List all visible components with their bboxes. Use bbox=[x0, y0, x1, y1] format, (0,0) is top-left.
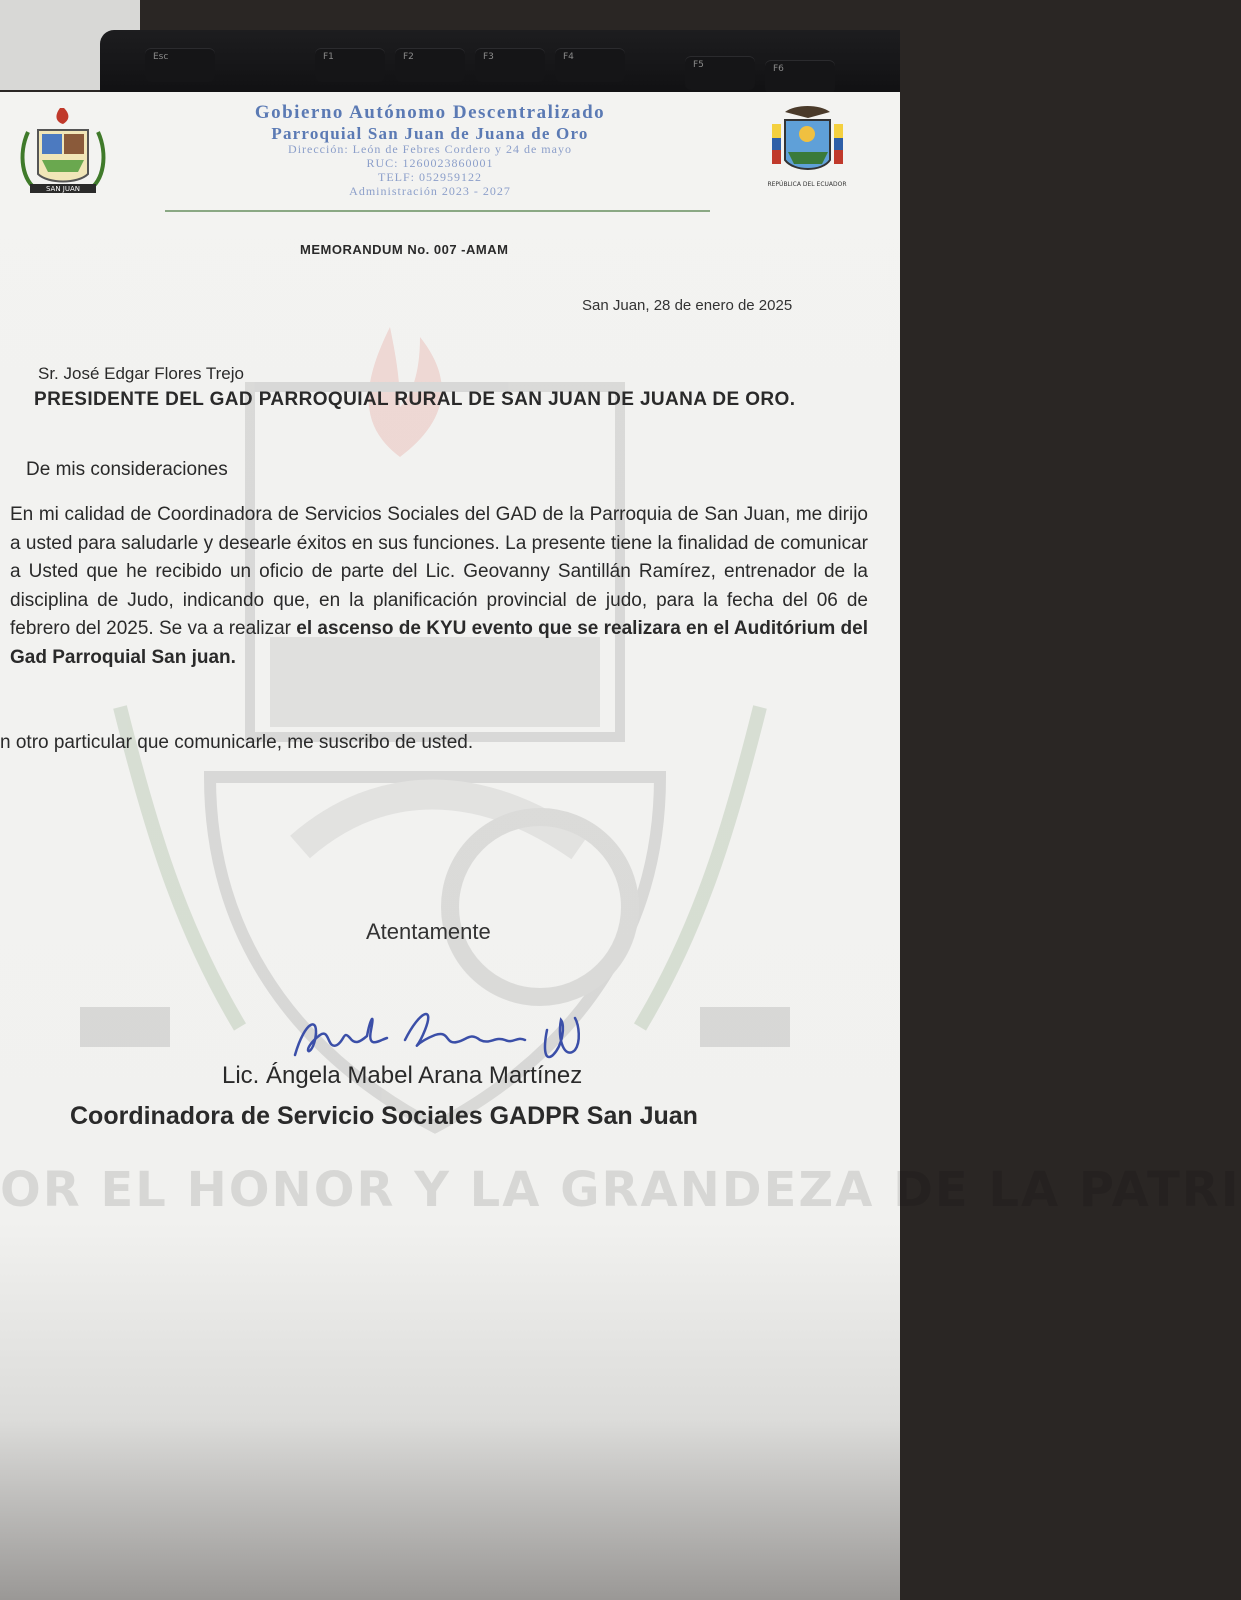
closing-line: n otro particular que comunicarle, me suscribo de usted. bbox=[0, 732, 474, 753]
memo-body-regular: En mi calidad de Coordinadora de Servicios Sociales del GAD de la Parroquia de San Juan, me dirijo a usted para saludarle y desearle éxitos en sus funciones. La presente tiene la finalidad de comunicar a Usted que he recibido un oficio de parte del Lic. Geovanny Santillán Ramírez, entrenador de la disciplina de Judo, indicando que, en la planificación provincial de judo, para la fecha del 06 de febrero del 2025. Se va a realizar bbox=[10, 504, 868, 639]
watermark-motto: OR EL HONOR Y LA GRANDEZA DE LA PATRI bbox=[0, 1162, 1241, 1218]
right-logo-text: REPÚBLICA DEL ECUADOR bbox=[767, 181, 847, 188]
letterhead-line2: Parroquial San Juan de Juana de Oro bbox=[271, 123, 589, 143]
key-f3: F3 bbox=[475, 48, 545, 82]
memo-body-bold: el ascenso de KYU evento que se realizara en el Auditórium del Gad Parroquial San juan. bbox=[10, 618, 868, 668]
parish-logo-icon bbox=[8, 104, 118, 204]
key-f4: F4 bbox=[555, 48, 625, 82]
recipient-block bbox=[34, 364, 864, 416]
ecuador-coat-of-arms-icon bbox=[750, 98, 865, 198]
key-f5: F5 bbox=[685, 56, 755, 90]
recipient-name: Sr. José Edgar Flores Trejo bbox=[38, 364, 244, 383]
recipient-title: PRESIDENTE DEL GAD PARROQUIAL RURAL DE SAN JUAN DE JUANA DE ORO. bbox=[34, 389, 796, 410]
key-f1: F1 bbox=[315, 48, 385, 82]
signer-role: Coordinadora de Servicio Sociales GADPR San Juan bbox=[70, 1102, 698, 1130]
memo-date: San Juan, 28 de enero de 2025 bbox=[582, 297, 793, 314]
key-esc: Esc bbox=[145, 48, 215, 82]
key-f2: F2 bbox=[395, 48, 465, 82]
letterhead bbox=[160, 102, 700, 199]
letterhead-phone: TELF: 052959122 bbox=[378, 169, 482, 184]
regards: Atentamente bbox=[366, 919, 491, 944]
memo-body bbox=[10, 501, 868, 672]
letterhead-address: Dirección: León de Febres Cordero y 24 de mayo bbox=[288, 142, 572, 157]
left-logo-text: SAN JUAN bbox=[45, 185, 81, 193]
greeting: De mis consideraciones bbox=[26, 459, 228, 480]
letterhead-line1: Gobierno Autónomo Descentralizado bbox=[254, 102, 606, 123]
letterhead-ruc: RUC: 1260023860001 bbox=[366, 156, 494, 171]
memo-document bbox=[0, 92, 1241, 1600]
letterhead-administration: Administración 2023 - 2027 bbox=[349, 183, 511, 198]
key-f6: F6 bbox=[765, 60, 835, 94]
memo-number: MEMORANDUM No. 007 -AMAM bbox=[300, 242, 509, 257]
letterhead-divider bbox=[165, 210, 710, 212]
signer-name: Lic. Ángela Mabel Arana Martínez bbox=[222, 1062, 583, 1089]
